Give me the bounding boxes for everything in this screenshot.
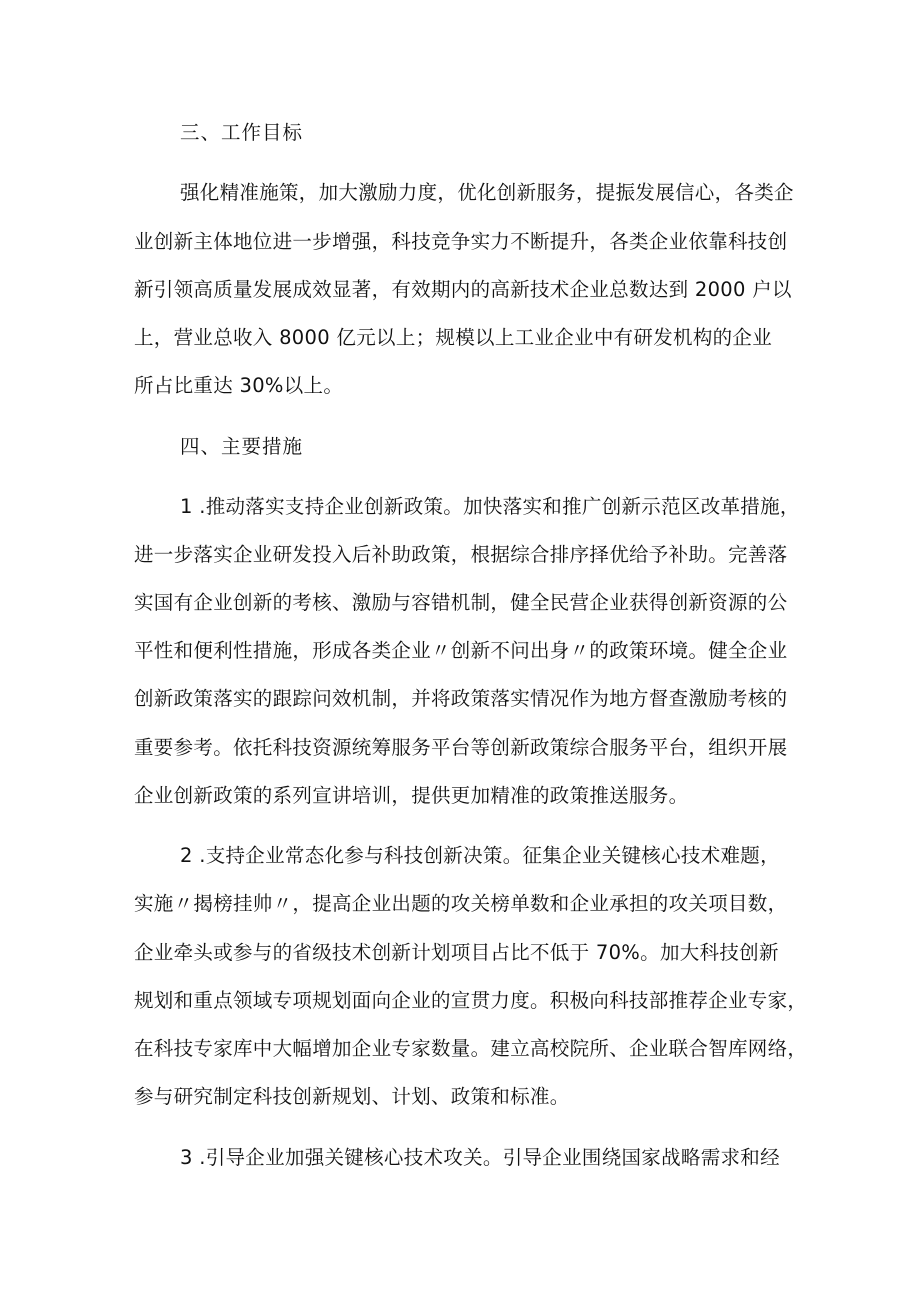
section-3-heading: 三、工作目标 — [180, 121, 304, 144]
measure-1-line: 实国有企业创新的考核、激励与容错机制，健全民营企业获得创新资源的公 — [134, 591, 788, 614]
measure-2-line: 实施〃揭榜挂帅〃，提高企业出题的攻关榜单数和企业承担的攻关项目数， — [134, 892, 788, 915]
measure-1-line: 进一步落实企业研发投入后补助政策，根据综合排序择优给予补助。完善落 — [134, 543, 788, 566]
measure-2-line: 在科技专家库中大幅增加企业专家数量。建立高校院所、企业联合智库网络， — [134, 1037, 808, 1060]
measure-1-line: 创新政策落实的跟踪问效机制，并将政策落实情况作为地方督查激励考核的 — [134, 687, 788, 710]
measure-2-line: 规划和重点领域专项规划面向企业的宣贯力度。积极向科技部推荐企业专家， — [134, 989, 808, 1012]
measure-1-line: 1 .推动落实支持企业创新政策。加快落实和推广创新示范区改革措施， — [180, 495, 800, 518]
section-4-heading: 四、主要措施 — [180, 435, 304, 458]
section-3-paragraph-line: 上，营业总收入 8000 亿元以上；规模以上工业企业中有研发机构的企业 — [134, 326, 773, 349]
measure-2-line: 企业牵头或参与的省级技术创新计划项目占比不低于 70%。加大科技创新 — [134, 941, 779, 964]
measure-2-line: 参与研究制定科技创新规划、计划、政策和标准。 — [134, 1085, 570, 1108]
section-3-paragraph-line: 业创新主体地位进一步增强，科技竞争实力不断提升，各类企业依靠科技创 — [134, 230, 788, 253]
measure-1-line: 重要参考。依托科技资源统筹服务平台等创新政策综合服务平台，组织开展 — [134, 736, 788, 759]
measure-1-line: 企业创新政策的系列宣讲培训，提供更加精准的政策推送服务。 — [134, 784, 689, 807]
section-3-paragraph-line: 所占比重达 30%以上。 — [134, 374, 344, 397]
section-3-paragraph-line: 新引领高质量发展成效显著，有效期内的高新技术企业总数达到 2000 户以 — [134, 278, 792, 301]
section-3-paragraph-line: 强化精准施策，加大激励力度，优化创新服务，提振发展信心，各类企 — [180, 181, 794, 204]
measure-1-line: 平性和便利性措施，形成各类企业〃创新不问出身〃的政策环境。健全企业 — [134, 639, 788, 662]
measure-2-line: 2 .支持企业常态化参与科技创新决策。征集企业关键核心技术难题， — [180, 844, 780, 867]
measure-3-line: 3 .引导企业加强关键核心技术攻关。引导企业围绕国家战略需求和经 — [180, 1146, 780, 1169]
